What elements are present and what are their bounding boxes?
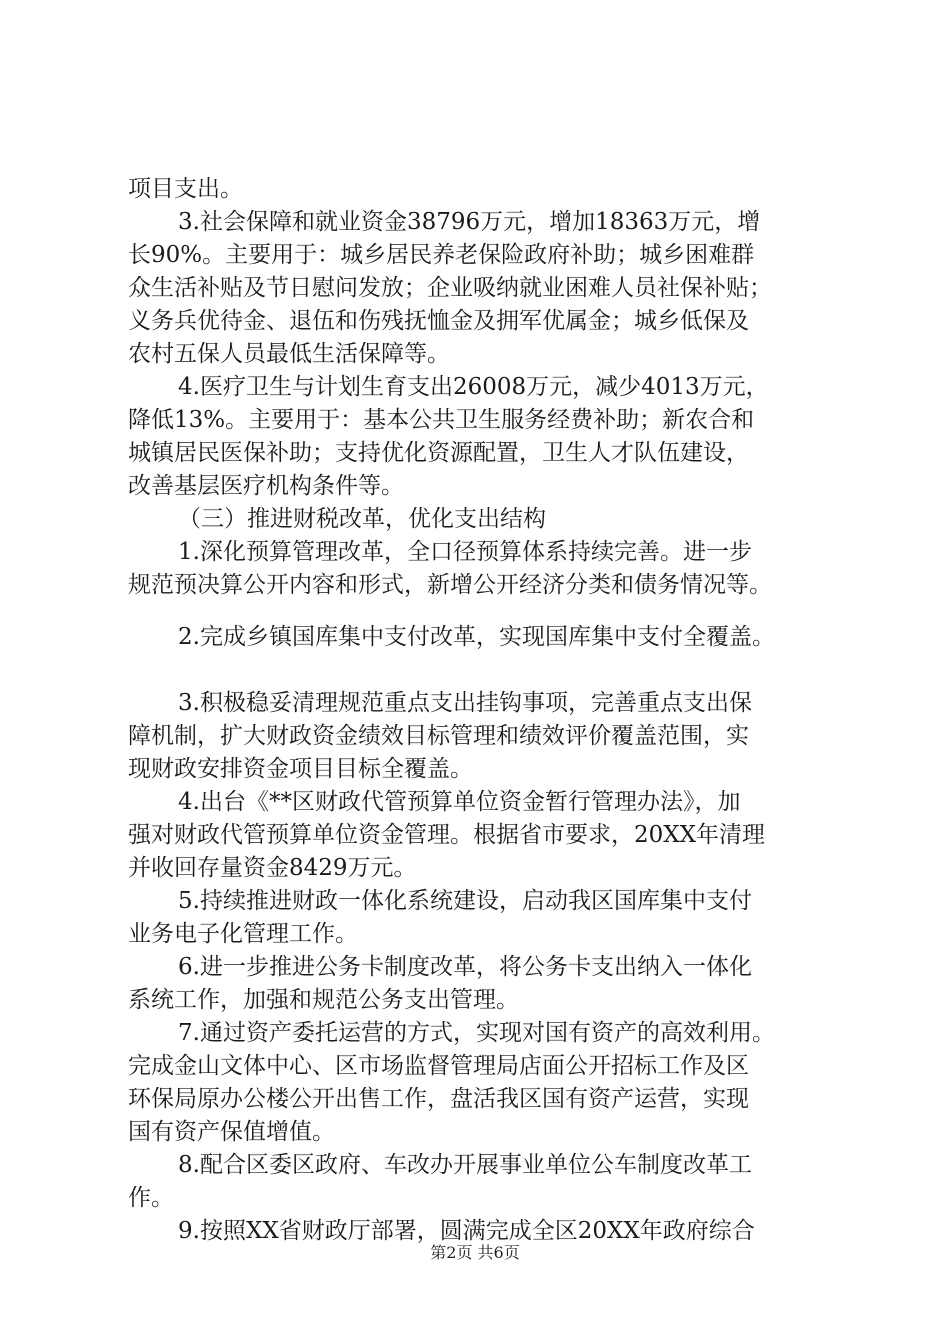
text-line: 改善基层医疗机构条件等。 [128, 473, 404, 499]
page-number: 第2页 共6页 [430, 1243, 520, 1262]
text-line: 农村五保人员最低生活保障等。 [128, 341, 450, 367]
text-line: 国有资产保值增值。 [128, 1119, 335, 1145]
text-line: 3.积极稳妥清理规范重点支出挂钩事项，完善重点支出保 [178, 690, 752, 716]
text-line: 系统工作，加强和规范公务支出管理。 [128, 987, 519, 1013]
text-line: 现财政安排资金项目目标全覆盖。 [128, 756, 473, 782]
text-line: 9.按照XX省财政厅部署，圆满完成全区20XX年政府综合 [178, 1218, 755, 1244]
section-heading: （三）推进财税改革，优化支出结构 [178, 506, 546, 532]
text-line: 完成金山文体中心、区市场监督管理局店面公开招标工作及区 [128, 1053, 749, 1079]
text-line: 7.通过资产委托运营的方式，实现对国有资产的高效利用。 [178, 1020, 775, 1046]
text-line: 长90%。主要用于：城乡居民养老保险政府补助；城乡困难群 [128, 242, 755, 268]
text-line: 众生活补贴及节日慰问发放；企业吸纳就业困难人员社保补贴； [128, 275, 772, 301]
text-line: 业务电子化管理工作。 [128, 921, 358, 947]
text-line: 8.配合区委区政府、车改办开展事业单位公车制度改革工 [178, 1152, 752, 1178]
text-line: 并收回存量资金8429万元。 [128, 855, 417, 881]
text-line: 环保局原办公楼公开出售工作，盘活我区国有资产运营，实现 [128, 1086, 749, 1112]
text-line: 1.深化预算管理改革，全口径预算体系持续完善。进一步 [178, 539, 752, 565]
text-line: 3.社会保障和就业资金38796万元，增加18363万元，增 [178, 209, 761, 235]
text-line: 规范预决算公开内容和形式，新增公开经济分类和债务情况等。 [128, 572, 772, 598]
text-line: 强对财政代管预算单位资金管理。根据省市要求，20XX年清理 [128, 822, 766, 848]
text-line: 4.出台《**区财政代管预算单位资金暂行管理办法》，加 [178, 789, 741, 815]
text-line: 障机制，扩大财政资金绩效目标管理和绩效评价覆盖范围，实 [128, 723, 749, 749]
text-line: 城镇居民医保补助；支持优化资源配置，卫生人才队伍建设， [128, 440, 749, 466]
text-line: 6.进一步推进公务卡制度改革，将公务卡支出纳入一体化 [178, 954, 752, 980]
text-line: 义务兵优待金、退伍和伤残抚恤金及拥军优属金；城乡低保及 [128, 308, 749, 334]
text-line: 降低13%。主要用于：基本公共卫生服务经费补助；新农合和 [128, 407, 755, 433]
text-line: 2.完成乡镇国库集中支付改革，实现国库集中支付全覆盖。 [178, 624, 775, 650]
text-line: 作。 [128, 1185, 174, 1211]
text-line: 5.持续推进财政一体化系统建设，启动我区国库集中支付 [178, 888, 752, 914]
text-line: 项目支出。 [128, 176, 243, 202]
text-line: 4.医疗卫生与计划生育支出26008万元，减少4013万元， [178, 374, 769, 400]
